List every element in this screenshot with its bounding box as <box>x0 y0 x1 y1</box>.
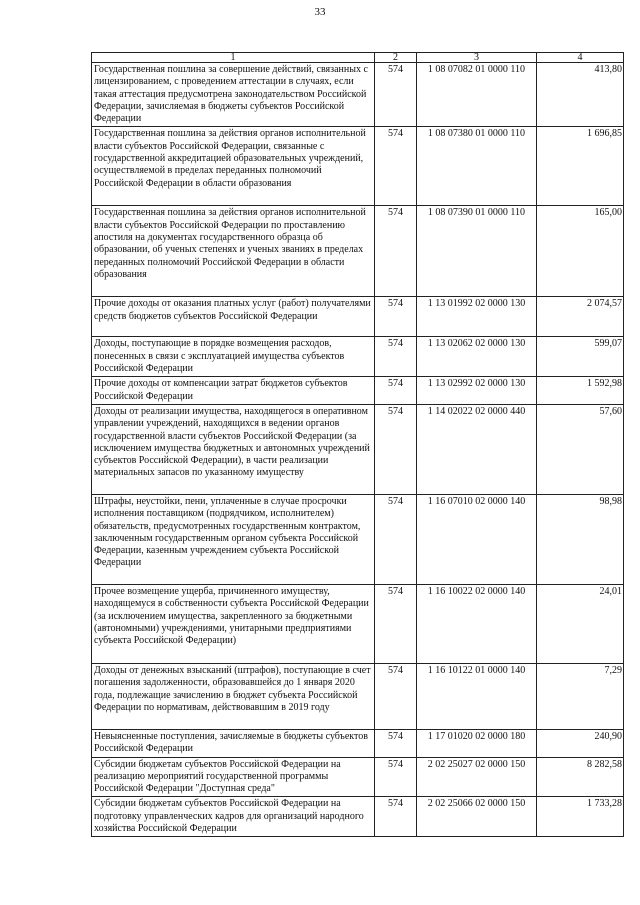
row-amount: 1 733,28 <box>537 797 624 837</box>
row-amount: 8 282,58 <box>537 757 624 797</box>
row-amount: 7,29 <box>537 663 624 729</box>
row-description: Прочие доходы от оказания платных услуг (работ) получателями средств бюджетов субъектов Российской Федерации <box>92 297 375 337</box>
table-row <box>92 206 624 297</box>
table-row <box>92 337 624 377</box>
row-budget-code: 1 08 07082 01 0000 110 <box>417 63 537 127</box>
row-budget-code: 1 16 07010 02 0000 140 <box>417 494 537 584</box>
row-description: Невыясненные поступления, зачисляемые в бюджеты субъектов Российской Федерации <box>92 729 375 757</box>
row-admin-code: 574 <box>375 404 417 494</box>
row-admin-code: 574 <box>375 377 417 405</box>
row-description: Субсидии бюджетам субъектов Российской Федерации на реализацию мероприятий государственной программы Российской Федерации "Доступная среда" <box>92 757 375 797</box>
table-row <box>92 297 624 337</box>
table-row <box>92 377 624 405</box>
row-amount: 599,07 <box>537 337 624 377</box>
row-description: Штрафы, неустойки, пени, уплаченные в случае просрочки исполнения поставщиком (подрядчиком, исполнителем) обязательств, предусмотренных государственным контрактом, заключенным государственным органом субъекта Российской Федерации, казенным учреждением субъекта Российской Федерации <box>92 494 375 584</box>
table-row <box>92 404 624 494</box>
row-description: Государственная пошлина за действия органов исполнительной власти субъектов Российской Федерации, связанные с государственной аккредитацией образовательных учреждений, осуществляемой в пределах переданных полномочий Российской Федерации в области образования <box>92 127 375 206</box>
header-row <box>92 53 624 63</box>
row-admin-code: 574 <box>375 494 417 584</box>
row-budget-code: 1 13 01992 02 0000 130 <box>417 297 537 337</box>
row-description: Доходы, поступающие в порядке возмещения расходов, понесенных в связи с эксплуатацией имущества субъектов Российской Федерации <box>92 337 375 377</box>
table-row <box>92 729 624 757</box>
row-amount: 98,98 <box>537 494 624 584</box>
row-description: Прочие доходы от компенсации затрат бюджетов субъектов Российской Федерации <box>92 377 375 405</box>
row-description: Государственная пошлина за совершение действий, связанных с лицензированием, с проведением аттестации в случаях, если такая аттестация предусмотрена законодательством Российской Федерации, зачисляемая в бюджеты субъектов Российской Федерации <box>92 63 375 127</box>
column-header-3: 3 <box>417 53 537 63</box>
row-description: Прочее возмещение ущерба, причиненного имуществу, находящемуся в собственности субъекта Российской Федерации (за исключением имущества, закрепленного за бюджетными (автономными) учреждениями, унитарными предприятиями субъекта Российской Федерации) <box>92 584 375 663</box>
row-budget-code: 1 13 02992 02 0000 130 <box>417 377 537 405</box>
column-header-4: 4 <box>537 53 624 63</box>
row-amount: 240,90 <box>537 729 624 757</box>
table-row <box>92 494 624 584</box>
row-budget-code: 1 08 07390 01 0000 110 <box>417 206 537 297</box>
row-budget-code: 1 16 10022 02 0000 140 <box>417 584 537 663</box>
row-admin-code: 574 <box>375 127 417 206</box>
row-description: Государственная пошлина за действия органов исполнительной власти субъектов Российской Федерации по проставлению апостиля на документах государственного образца об образовании, об ученых степенях и ученых званиях в пределах переданных полномочий Российской Федерации в области образования <box>92 206 375 297</box>
row-amount: 1 592,98 <box>537 377 624 405</box>
row-budget-code: 1 17 01020 02 0000 180 <box>417 729 537 757</box>
row-budget-code: 2 02 25027 02 0000 150 <box>417 757 537 797</box>
row-admin-code: 574 <box>375 729 417 757</box>
page-number: 33 <box>314 6 326 18</box>
column-header-2: 2 <box>375 53 417 63</box>
row-amount: 413,80 <box>537 63 624 127</box>
row-admin-code: 574 <box>375 63 417 127</box>
row-budget-code: 1 08 07380 01 0000 110 <box>417 127 537 206</box>
table-row <box>92 63 624 127</box>
table-row <box>92 797 624 837</box>
row-admin-code: 574 <box>375 206 417 297</box>
row-admin-code: 574 <box>375 297 417 337</box>
row-amount: 57,60 <box>537 404 624 494</box>
row-description: Доходы от денежных взысканий (штрафов), поступающие в счет погашения задолженности, образовавшейся до 1 января 2020 года, подлежащие зачислению в бюджет субъекта Российской Федерации по нормативам, действовавшим в 2019 году <box>92 663 375 729</box>
row-admin-code: 574 <box>375 584 417 663</box>
row-description: Субсидии бюджетам субъектов Российской Федерации на подготовку управленческих кадров для организаций народного хозяйства Российской Федерации <box>92 797 375 837</box>
row-budget-code: 2 02 25066 02 0000 150 <box>417 797 537 837</box>
row-admin-code: 574 <box>375 663 417 729</box>
table-row <box>92 663 624 729</box>
revenue-table <box>91 52 624 837</box>
table-row <box>92 757 624 797</box>
row-admin-code: 574 <box>375 337 417 377</box>
row-description: Доходы от реализации имущества, находящегося в оперативном управлении учреждений, находящихся в ведении органов государственной власти субъектов Российской Федерации (за исключением имущества бюджетных и автономных учреждений субъектов Российской Федерации), в части реализации материальных запасов по указанному имуществу <box>92 404 375 494</box>
row-amount: 24,01 <box>537 584 624 663</box>
row-budget-code: 1 14 02022 02 0000 440 <box>417 404 537 494</box>
row-amount: 165,00 <box>537 206 624 297</box>
row-admin-code: 574 <box>375 797 417 837</box>
column-header-1: 1 <box>92 53 375 63</box>
row-amount: 2 074,57 <box>537 297 624 337</box>
table-row <box>92 584 624 663</box>
row-admin-code: 574 <box>375 757 417 797</box>
row-budget-code: 1 16 10122 01 0000 140 <box>417 663 537 729</box>
row-budget-code: 1 13 02062 02 0000 130 <box>417 337 537 377</box>
row-amount: 1 696,85 <box>537 127 624 206</box>
table-row <box>92 127 624 206</box>
